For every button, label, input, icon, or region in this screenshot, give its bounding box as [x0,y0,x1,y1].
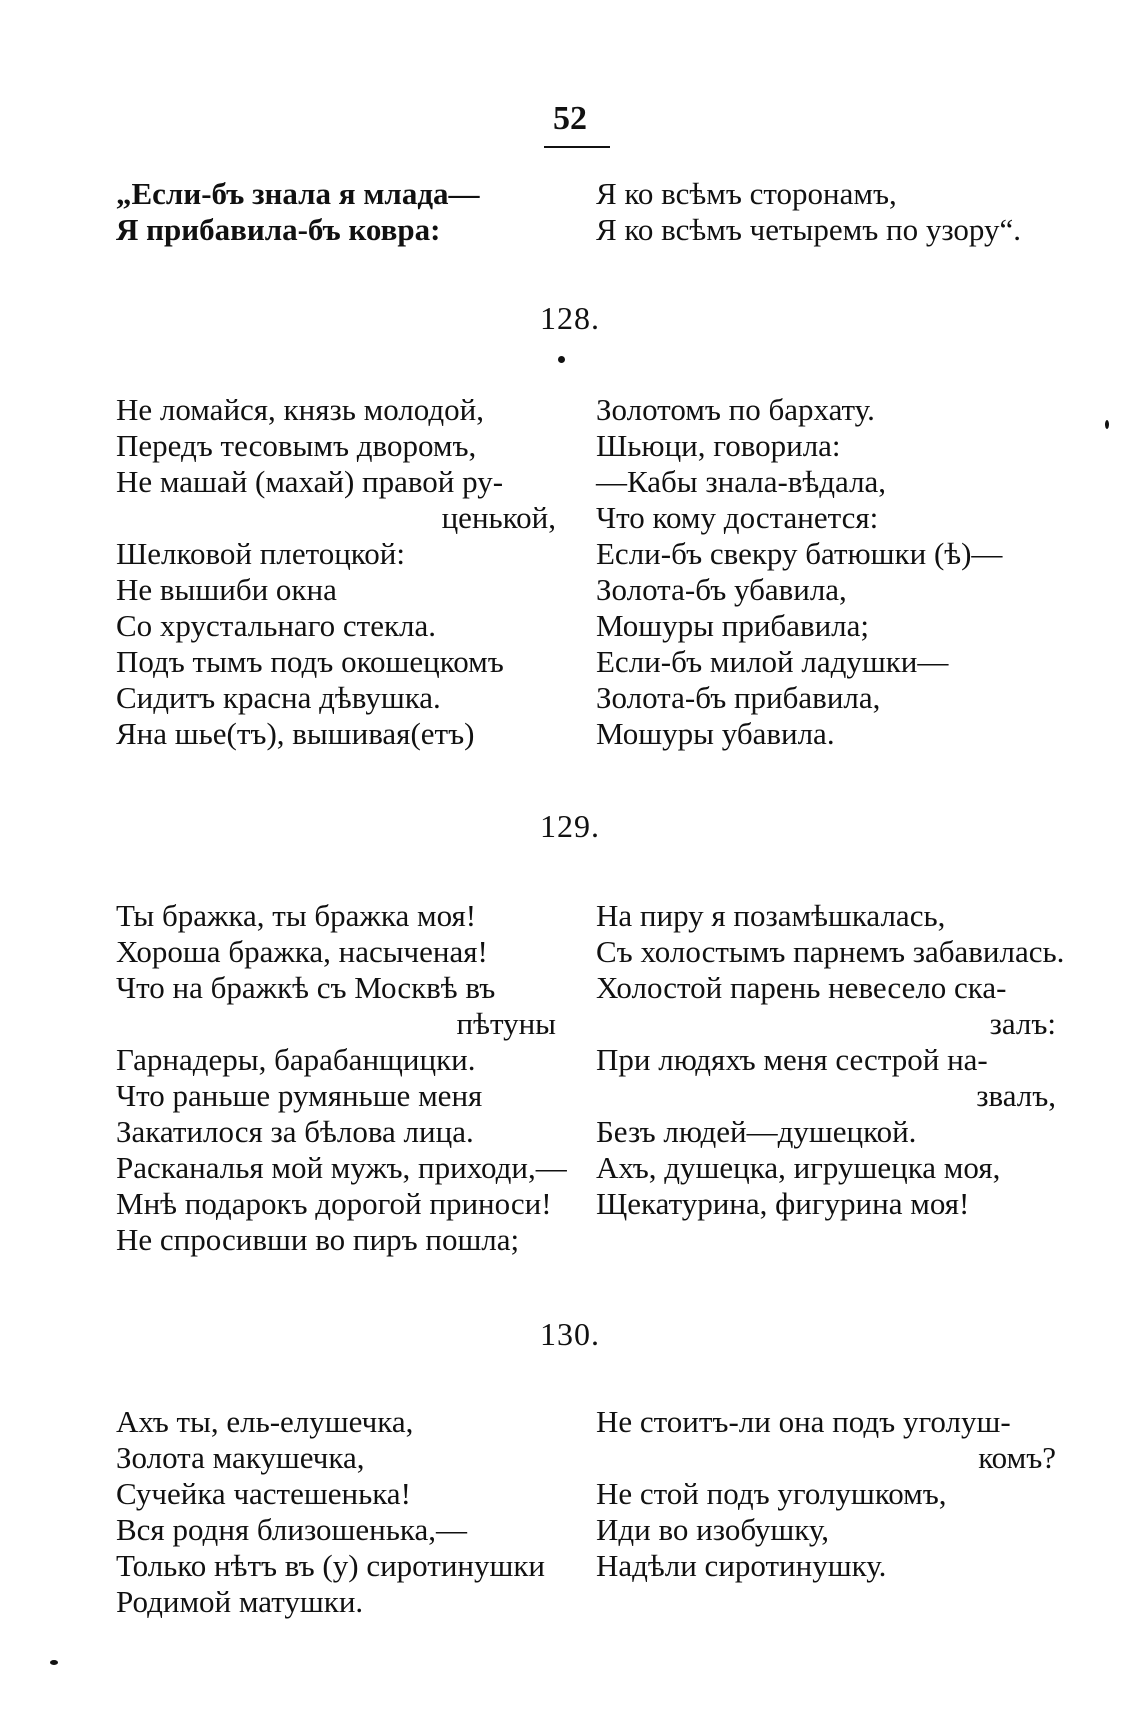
verse-line: Ахъ, душецка, игрушецка моя, [596,1150,1001,1185]
print-speck [50,1660,58,1665]
intro-left-column [116,176,556,248]
song-number-128: 128. [540,300,600,336]
verse-line-continuation: залъ: [989,1006,1056,1041]
verse-line-continuation: звалъ, [976,1078,1056,1113]
verse-line-continuation: пѣтуны [456,1006,556,1041]
verse-line: Сучейка частешенька! [116,1476,411,1511]
verse-line: Не вышиби окна [116,572,337,607]
verse-line: Что раньше румяньше меня [116,1078,483,1113]
verse-line-continuation: комъ? [978,1440,1056,1475]
verse-line: Закатилося за бѣлова лица. [116,1114,474,1149]
print-speck [1105,420,1109,429]
verse-line: Сидитъ красна дѣвушка. [116,680,441,715]
verse-line: Золота-бъ убавила, [596,572,847,607]
song-number-129: 129. [540,808,600,844]
page-number: 52 [553,100,587,137]
verse-line: Что кому достанется: [596,500,879,535]
verse-line: Родимой матушки. [116,1584,364,1619]
verse-line: Не ломайся, князь молодой, [116,392,484,427]
page-number-rule [544,146,610,148]
song-130-right-column [596,1404,1056,1584]
song-130-left-column [116,1404,556,1620]
verse-line: Яна шье(тъ), вышивая(етъ) [116,716,475,751]
verse-line: Ты бражка, ты бражка моя! [116,898,477,933]
song-128-left-column [116,392,556,752]
verse-line: „Если-бъ знала я млада— [116,176,480,211]
verse-line: Щекатурина, фигурина моя! [596,1186,970,1221]
verse-line: Я ко всѣмъ четыремъ по узору“. [596,212,1021,247]
verse-line: Вся родня близошенька,— [116,1512,468,1547]
verse-line: Надѣли сиротинушку. [596,1548,887,1583]
verse-line: Не стоитъ-ли она подъ уголуш- [596,1404,1011,1439]
ink-dot [558,356,565,363]
intro-right-column [596,176,1056,248]
verse-line: Только нѣтъ въ (у) сиротинушки [116,1548,546,1583]
verse-line: Не спросивши во пиръ пошла; [116,1222,520,1257]
verse-line: При людяхъ меня сестрой на- [596,1042,988,1077]
verse-line: Съ холостымъ парнемъ забавилась. [596,934,1065,969]
verse-line: Мошуры прибавила; [596,608,870,643]
verse-line: Золота макушечка, [116,1440,365,1475]
verse-line: Гарнадеры, барабанщицки. [116,1042,476,1077]
verse-line: Ахъ ты, ель-елушечка, [116,1404,414,1439]
verse-line: Если-бъ милой ладушки— [596,644,949,679]
verse-line: Мнѣ подарокъ дорогой приноси! [116,1186,552,1221]
verse-line-continuation: ценькой, [441,500,556,535]
verse-line: Шьюци, говорила: [596,428,841,463]
verse-line: Хороша бражка, насыченая! [116,934,488,969]
verse-line: Шелковой плетоцкой: [116,536,405,571]
verse-line: Золота-бъ прибавила, [596,680,881,715]
verse-line: Подъ тымъ подъ окошецкомъ [116,644,504,679]
song-129-right-column [596,898,1065,1222]
verse-line: Со хрустальнаго стекла. [116,608,436,643]
verse-line: Не стой подъ уголушкомъ, [596,1476,947,1511]
verse-line: Безъ людей—душецкой. [596,1114,917,1149]
verse-line: Если-бъ свекру батюшки (ѣ)— [596,536,1003,571]
verse-line: —Кабы знала-вѣдала, [596,464,887,499]
song-number-130: 130. [540,1316,600,1352]
verse-line: Расканалья мой мужъ, приходи,— [116,1150,567,1185]
verse-line: Мошуры убавила. [596,716,835,751]
song-128-right-column [596,392,1056,752]
verse-line: Золотомъ по бархату. [596,392,875,427]
verse-line: Передъ тесовымъ дворомъ, [116,428,477,463]
verse-line: Холостой парень невесело ска- [596,970,1007,1005]
verse-line: Я прибавила-бъ ковра: [116,212,441,247]
verse-line: Не машай (махай) правой ру- [116,464,504,499]
verse-line: На пиру я позамѣшкалась, [596,898,946,933]
song-129-left-column [116,898,567,1258]
verse-line: Что на бражкѣ съ Москвѣ въ [116,970,496,1005]
verse-line: Я ко всѣмъ сторонамъ, [596,176,897,211]
verse-line: Иди во изобушку, [596,1512,830,1547]
